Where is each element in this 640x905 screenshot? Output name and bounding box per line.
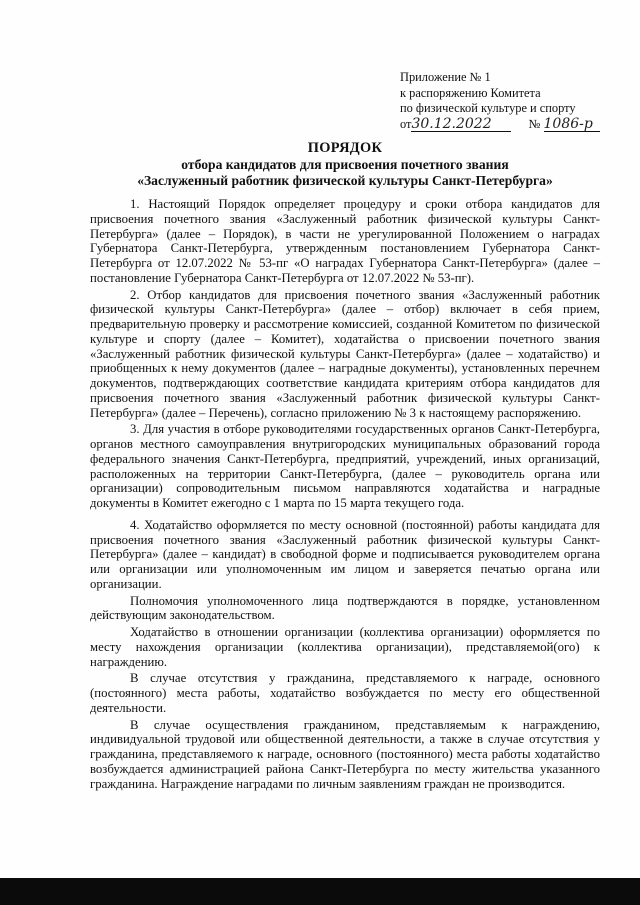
appendix-header (400, 70, 630, 132)
number-prefix: № (528, 116, 541, 131)
date-prefix: от (400, 116, 412, 131)
handwritten-number: 1086-р (543, 115, 593, 132)
appendix-date-line (400, 117, 630, 133)
paragraph-8: В случае осуществления гражданином, представляемым к награждению, индивидуальной трудовой или общественной деятельности, а также в случае отсутствия у гражданина, представляемого к награде, основного (постоянного) места работы ходатайство возбуждается администрацией района Санкт-Петербурга по месту жительства указанного гражданина. Награждение наградами по личным заявлениям граждан не производится. (90, 717, 600, 791)
paragraph-1: 1. Настоящий Порядок определяет процедуру и сроки отбора кандидатов для присвоения почетного звания «Заслуженный работник физической культуры Санкт-Петербурга» (далее – Порядок), в части не урегулированной Положением о наградах Губернатора Санкт-Петербурга, утвержденным постановлением Губернатора Санкт-Петербурга от 12.07.2022 № 53-пг «О наградах Губернатора Санкт-Петербурга» (далее – постановление Губернатора Санкт-Петербурга от 12.07.2022 № 53-пг). (90, 197, 600, 285)
paragraph-6: Ходатайство в отношении организации (коллектива организации) оформляется по месту нахождения организации (коллектива организации), представляемой(ого) к награждению. (90, 625, 600, 669)
document-body (90, 197, 600, 793)
title-heading: ПОРЯДОК (307, 140, 383, 156)
paragraph-2: 2. Отбор кандидатов для присвоения почетного звания «Заслуженный работник физической культуры Санкт-Петербурга» (далее – отбор) включает в себя прием, предварительную проверку и рассмотрение комиссией, созданной Комитетом по физической культуре и спорту (далее – Комитет), ходатайства о присвоении почетного звания «Заслуженный работник физической культуры Санкт-Петербурга» (далее – ходатайство) и приобщенных к нему документов (далее – наградные документы), установленных перечнем документов, подтверждающих соответствие кандидата критериям отбора кандидатов для присвоения почетного звания «Заслуженный работник физической культуры Санкт-Петербурга» (далее – Перечень), согласно приложению № 3 к настоящему распоряжению. (90, 287, 600, 420)
scan-edge-band (0, 878, 640, 905)
appendix-line-2: к распоряжению Комитета (400, 85, 541, 100)
appendix-line-3: по физической культуре и спорту (400, 101, 576, 116)
title-subtitle-2: «Заслуженный работник физической культуры Санкт-Петербурга» (137, 173, 553, 189)
paragraph-5: Полномочия уполномоченного лица подтверждаются в порядке, установленном действующим законодательством. (90, 593, 600, 623)
appendix-line-1: Приложение № 1 (400, 70, 491, 84)
paragraph-3: 3. Для участия в отборе руководителями государственных органов Санкт-Петербурга, органов местного самоуправления внутригородских муниципальных образований города федерального значения Санкт-Петербурга, предприятий, учреждений, иных организаций, расположенных на территории Санкт-Петербурга, (далее – руководитель органа или организации) сопроводительным письмом направляются ходатайства и наградные документы в Комитет ежегодно с 1 марта по 15 марта текущего года. (90, 422, 600, 510)
title-subtitle-1: отбора кандидатов для присвоения почетного звания (181, 157, 509, 173)
handwritten-date: 30.12.2022 (411, 115, 492, 132)
paragraph-7: В случае отсутствия у гражданина, представляемого к награде, основного (постоянного) места работы, ходатайство возбуждается по месту его общественной деятельности. (90, 671, 600, 715)
paragraph-4: 4. Ходатайство оформляется по месту основной (постоянной) работы кандидата для присвоения почетного звания «Заслуженный работник физической культуры Санкт-Петербурга» (далее – кандидат) в свободной форме и подписывается руководителем органа или организации или уполномоченным им лицом и заверяется печатью органа или организации. (90, 517, 600, 591)
document-title (60, 140, 630, 190)
